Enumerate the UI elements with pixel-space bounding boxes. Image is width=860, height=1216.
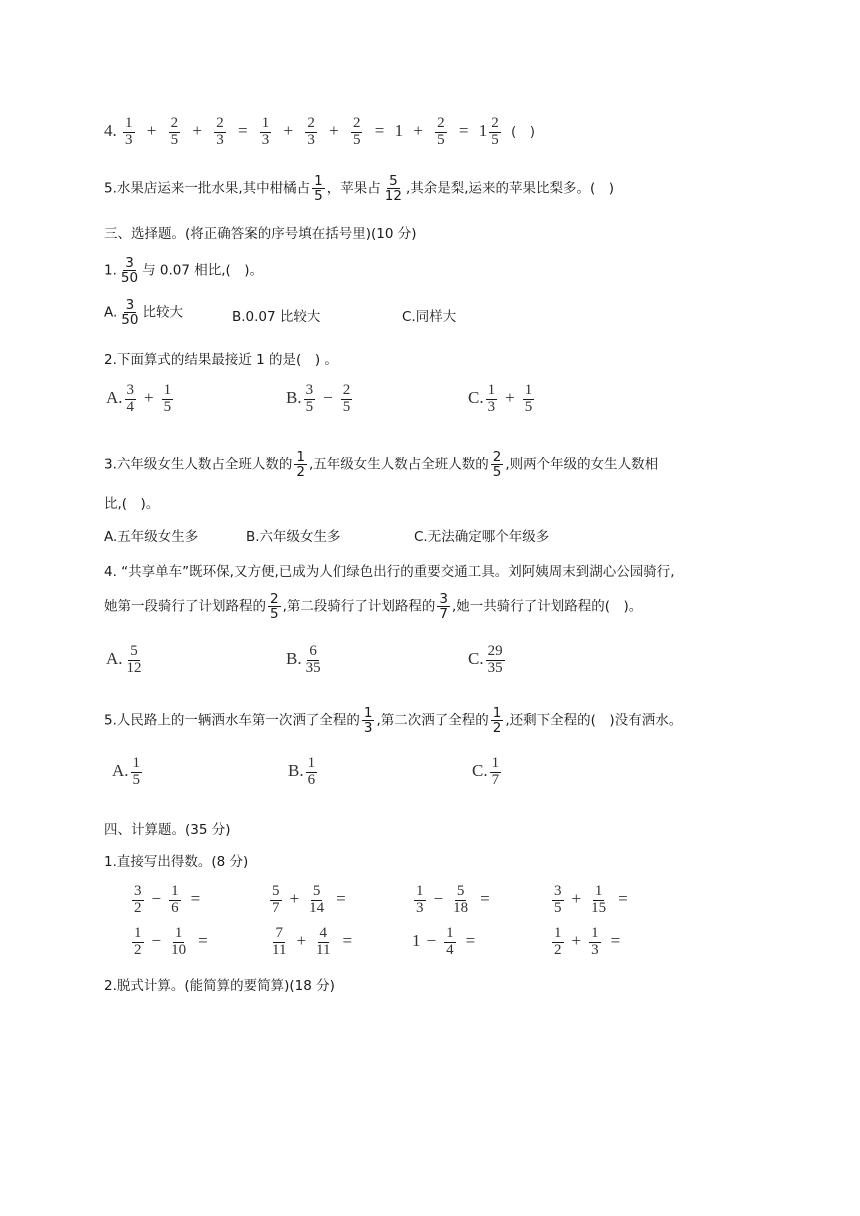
calc-item: $\frac{7}{11}$ + $\frac{4}{11}$ = — [272, 925, 353, 958]
calc-item: 1 − $\frac{1}{4}$ = — [412, 925, 476, 958]
choice-5-option-a: A. $\frac{1}{5}$ — [112, 755, 141, 788]
q5-text: 5.水果店运来一批水果,其中柑橘占 $\frac{1}{5}$ ，苹果占 $\frac{5}{12}$ ,其余是梨,运来的苹果比梨多。( ) — [104, 173, 615, 205]
choice-1-option-b: B.0.07 比较大 — [232, 309, 321, 325]
choice-4-option-c: C. $\frac{29}{35}$ — [468, 643, 503, 676]
choice-4-question-line2: 她第一段骑行了计划路程的 $\frac{2}{5}$ ,第二段骑行了计划路程的 $\frac{3}{7}$ ,她一共骑行了计划路程的( )。 — [104, 591, 643, 623]
choice-2-question: 2.下面算式的结果最接近 1 的是( ) 。 — [104, 352, 338, 368]
choice-3-question: 3.六年级女生人数占全班人数的 $\frac{1}{2}$ ,五年级女生人数占全班人数的 $\frac{2}{5}$ ,则两个年级的女生人数相 — [104, 449, 659, 481]
calc-item: $\frac{1}{2}$ + $\frac{1}{3}$ = — [554, 925, 621, 958]
choice-4-option-a: A. $\frac{5}{12}$ — [106, 643, 142, 676]
choice-4-option-b: B. $\frac{6}{35}$ — [286, 643, 321, 676]
section-3-heading: 三、选择题。(将正确答案的序号填在括号里)(10 分) — [104, 226, 417, 242]
choice-4-question: 4. “共享单车”既环保,又方便,已成为人们绿色出行的重要交通工具。刘阿姨周末到湖心公园骑行, — [104, 564, 675, 580]
choice-2-option-c: C. $\frac{1}{3}$ + $\frac{1}{5}$ — [468, 382, 533, 415]
choice-5-option-b: B. $\frac{1}{6}$ — [288, 755, 316, 788]
calc-1-heading: 1.直接写出得数。(8 分) — [104, 854, 249, 870]
calc-item: $\frac{3}{2}$ − $\frac{1}{6}$ = — [134, 883, 201, 916]
calc-item: $\frac{3}{5}$ + $\frac{1}{15}$ = — [554, 883, 628, 916]
choice-5-option-c: C. $\frac{1}{7}$ — [472, 755, 500, 788]
q4-formula: 4. $\frac{1}{3}$ + $\frac{2}{5}$ + $\frac{2}{3}$ = $\frac{1}{3}$ + $\frac{2}{3}$ + $\frac{2}{5}$ = 1 + $\frac{2}{5}$ = 1 $\frac{2}{5}$ ( ) — [104, 115, 536, 148]
calc-item: $\frac{1}{3}$ − $\frac{5}{18}$ = — [416, 883, 490, 916]
choice-1-option-c: C.同样大 — [402, 309, 457, 325]
choice-1-question: 1. $\frac{3}{50}$ 与 0.07 相比,( )。 — [104, 255, 264, 287]
choice-2-option-b: B. $\frac{3}{5}$ − $\frac{2}{5}$ — [286, 382, 351, 415]
calc-item: $\frac{1}{2}$ − $\frac{1}{10}$ = — [134, 925, 208, 958]
choice-3-option-c: C.无法确定哪个年级多 — [414, 529, 550, 545]
calc-item: $\frac{5}{7}$ + $\frac{5}{14}$ = — [272, 883, 346, 916]
choice-3-option-a: A.五年级女生多 — [104, 529, 199, 545]
choice-5-question: 5.人民路上的一辆洒水车第一次洒了全程的 $\frac{1}{3}$ ,第二次洒了全程的 $\frac{1}{2}$ ,还剩下全程的( )没有洒水。 — [104, 705, 683, 737]
choice-3-option-b: B.六年级女生多 — [246, 529, 341, 545]
section-4-heading: 四、计算题。(35 分) — [104, 822, 231, 838]
calc-2-heading: 2.脱式计算。(能简算的要简算)(18 分) — [104, 978, 335, 994]
q4-answer-paren: ( ) — [511, 124, 536, 141]
choice-2-option-a: A. $\frac{3}{4}$ + $\frac{1}{5}$ — [106, 382, 172, 415]
choice-1-option-a: A. $\frac{3}{50}$ 比较大 — [104, 297, 183, 329]
choice-3-question-line2: 比,( )。 — [104, 496, 160, 512]
